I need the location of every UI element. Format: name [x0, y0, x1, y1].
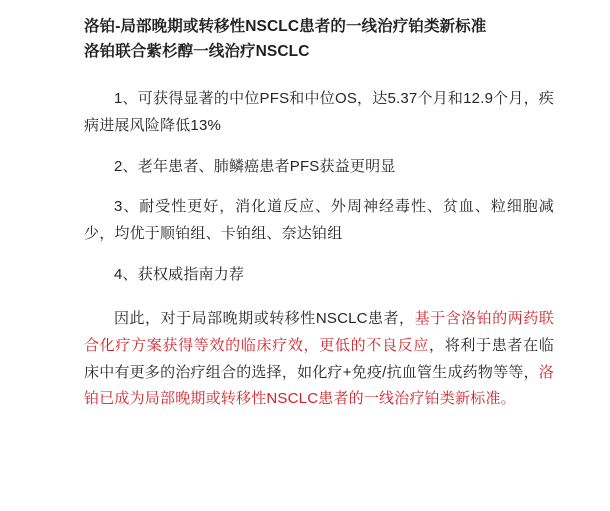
title-line-2: 洛铂联合紫杉醇一线治疗NSCLC — [84, 43, 310, 61]
title-body-spacer — [84, 70, 554, 86]
conclusion-segment-2-highlight: 基于含洛铂的两药联合化疗方案获得等效的临床疗效，更低的不良反应 — [84, 310, 554, 355]
conclusion-segment-4-highlight: 洛铂已成为局部晚期或转移性NSCLC患者的一线治疗铂类新标准。 — [84, 363, 554, 408]
conclusion-segment-1: 因此，对于局部晚期或转移性NSCLC患者， — [114, 310, 415, 328]
key-point-3: 3、耐受性更好，消化道反应、外周神经毒性、贫血、粒细胞减少，均优于顺铂组、卡铂组、奈达铂组 — [84, 198, 554, 242]
conclusion-paragraph — [84, 306, 554, 413]
conclusion-block — [84, 306, 554, 413]
key-points-list — [84, 86, 554, 288]
conclusion-segment-3: ，将利于患者在临床中有更多的治疗组合的选择，如化疗+免疫/抗血管生成药物等等， — [84, 337, 554, 381]
key-point-4: 4、获权威指南力荐 — [114, 265, 245, 283]
title-line-1: 洛铂-局部晚期或转移性NSCLC患者的一线治疗铂类新标准 — [84, 18, 487, 35]
key-point-1: 1、可获得显著的中位PFS和中位OS，达5.37个月和12.9个月，疾病进展风险降低13% — [84, 90, 554, 134]
document-title — [84, 14, 554, 64]
key-point-2: 2、老年患者、肺鳞癌患者PFS获益更明显 — [114, 157, 396, 175]
